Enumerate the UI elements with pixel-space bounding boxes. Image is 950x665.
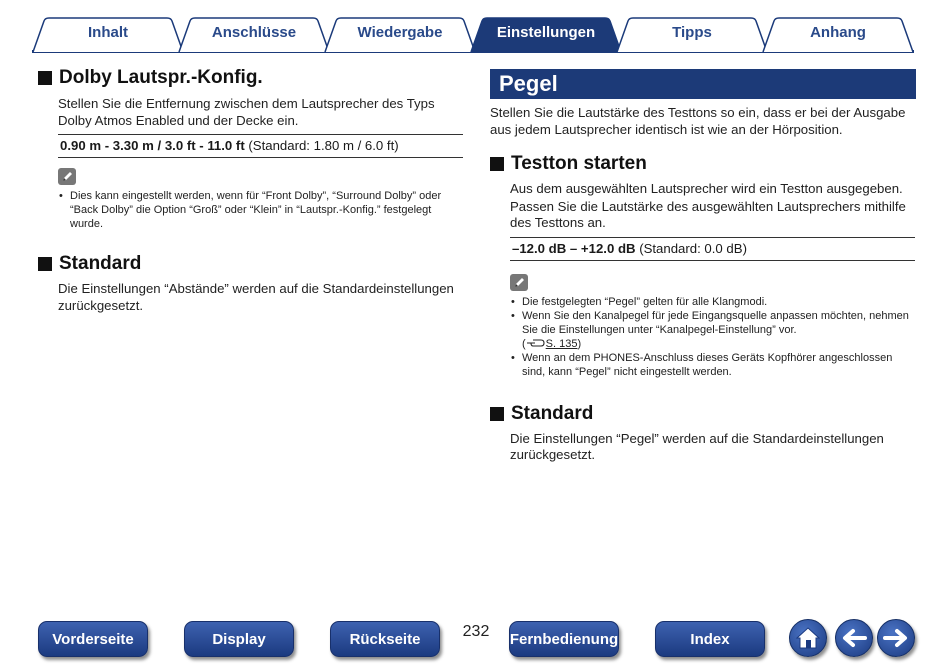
- testton-text-1: Aus dem ausgewählten Lautsprecher wird ein Testton ausgegeben.: [510, 181, 903, 196]
- pencil-note-icon: [58, 168, 76, 185]
- hand-pointer-icon: [526, 338, 546, 350]
- tab-anhang[interactable]: [762, 17, 914, 52]
- display-button[interactable]: Display: [184, 621, 294, 657]
- fernbedienung-button[interactable]: Fernbedienung: [509, 621, 619, 657]
- standard-heading-right: Standard: [490, 402, 916, 426]
- home-icon: [795, 626, 821, 650]
- left-column: [38, 66, 463, 314]
- pencil-note-icon: [510, 274, 528, 291]
- tab-wiedergabe[interactable]: [324, 17, 476, 52]
- arrow-left-icon: [841, 628, 867, 648]
- home-button[interactable]: [789, 619, 827, 657]
- forward-button[interactable]: [877, 619, 915, 657]
- dolby-range: 0.90 m - 3.30 m / 3.0 ft - 11.0 ft: [60, 138, 245, 153]
- testton-range: –12.0 dB – +12.0 dB: [512, 240, 636, 256]
- page-number: 232: [462, 623, 490, 640]
- testton-notes: [510, 274, 916, 379]
- tab-inhalt[interactable]: [32, 17, 184, 52]
- dolby-heading: Dolby Lautspr.-Konfig.: [38, 66, 463, 90]
- dolby-notes: [58, 168, 463, 231]
- testton-text-2: Passen Sie die Lautstärke des ausgewählten Lautsprechers mithilfe des Testtons an.: [510, 198, 906, 230]
- standard-description-left: Die Einstellungen “Abstände” werden auf die Standardeinstellungen zurückgesetzt.: [58, 281, 454, 313]
- tab-label: Inhalt: [88, 24, 128, 41]
- standard-heading-left: Standard: [38, 252, 463, 276]
- list-item: • Wenn Sie den Kanalpegel für jede Eingangsquelle anpassen möchten, nehmen Sie die Einstellungen unter “Kanalpegel-Einstellung” vor. ( S. 135): [510, 309, 916, 351]
- heading-square-icon: [490, 407, 504, 421]
- tab-label: Anhang: [810, 24, 866, 41]
- heading-square-icon: [38, 257, 52, 271]
- back-button[interactable]: [835, 619, 873, 657]
- rueckseite-button[interactable]: Rückseite: [330, 621, 440, 657]
- testton-heading: Testton starten: [490, 152, 916, 176]
- dolby-range-box: [58, 134, 463, 158]
- tab-tipps[interactable]: [616, 17, 768, 52]
- tab-label: Einstellungen: [496, 24, 596, 41]
- list-item: • Dies kann eingestellt werden, wenn für “Front Dolby”, “Surround Dolby” oder “Back Dolby” die Option “Groß” oder “Klein” in “Lautspr.-Konfig.” festgelegt wurde.: [58, 189, 463, 231]
- list-item: • Wenn an dem PHONES-Anschluss dieses Geräts Kopfhörer angeschlossen sind, kann “Pegel” nicht eingestellt werden.: [510, 351, 916, 379]
- page-reference-link[interactable]: S. 135: [545, 337, 578, 350]
- list-item: • Die festgelegten “Pegel” gelten für alle Klangmodi.: [510, 295, 916, 309]
- testton-default: (Standard: 0.0 dB): [635, 240, 747, 256]
- tab-label: Anschlüsse: [211, 24, 297, 41]
- heading-square-icon: [38, 71, 52, 85]
- testton-range-box: [510, 237, 915, 261]
- arrow-right-icon: [883, 628, 909, 648]
- heading-square-icon: [490, 157, 504, 171]
- right-column: [490, 69, 916, 464]
- standard-description-right: Die Einstellungen “Pegel” werden auf die Standardeinstellungen zurückgesetzt.: [510, 430, 884, 462]
- dolby-description: Stellen Sie die Entfernung zwischen dem Lautsprecher des Typs Dolby Atmos Enabled und der Decke ein.: [58, 96, 435, 128]
- vorderseite-button[interactable]: Vorderseite: [38, 621, 148, 657]
- index-button[interactable]: Index: [655, 621, 765, 657]
- testton-note-list: [510, 295, 916, 379]
- tab-einstellungen[interactable]: [470, 17, 622, 52]
- dolby-note-list: [58, 189, 463, 231]
- section-tabs: [0, 0, 950, 56]
- tab-label: Wiedergabe: [357, 24, 443, 41]
- tab-anschl-sse[interactable]: [178, 17, 330, 52]
- pegel-title-bar: Pegel: [490, 69, 916, 99]
- pegel-intro: Stellen Sie die Lautstärke des Testtons so ein, dass er bei der Ausgabe aus jedem Lautsprecher identisch ist wie an der Hörposition.: [490, 105, 906, 137]
- dolby-default: (Standard: 1.80 m / 6.0 ft): [244, 138, 399, 153]
- tab-label: Tipps: [672, 24, 712, 41]
